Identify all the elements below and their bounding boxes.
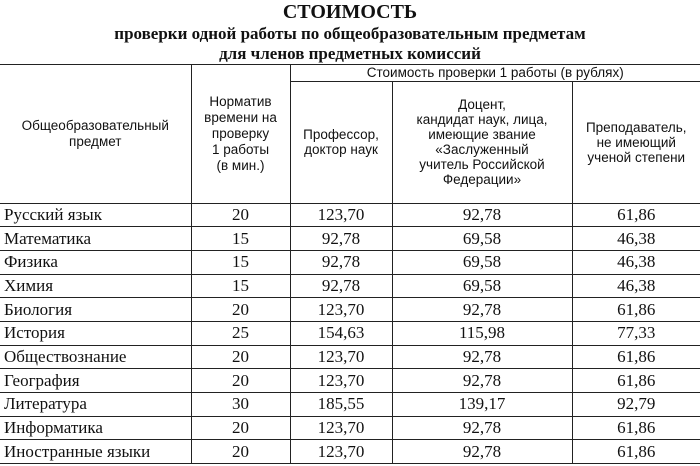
cell-professor-cost: 123,70 <box>290 203 392 227</box>
table-row <box>0 345 700 369</box>
table-row <box>0 298 700 322</box>
cell-professor-cost: 123,70 <box>290 440 392 464</box>
cell-teacher-cost: 61,86 <box>572 345 700 369</box>
cell-professor-cost: 123,70 <box>290 345 392 369</box>
cell-subject: Биология <box>0 298 191 322</box>
cell-docent-cost: 69,58 <box>392 251 572 275</box>
cost-table <box>0 64 700 464</box>
cell-docent-cost: 92,78 <box>392 203 572 227</box>
table-row <box>0 369 700 393</box>
cell-minutes: 15 <box>191 227 290 251</box>
cell-teacher-cost: 61,86 <box>572 416 700 440</box>
header-line: имеющие звание <box>428 127 536 143</box>
header-line: 1 работы <box>211 141 270 157</box>
header-teacher <box>572 82 700 204</box>
table-row <box>0 440 700 464</box>
cell-minutes: 20 <box>191 416 290 440</box>
cell-minutes: 20 <box>191 440 290 464</box>
cell-teacher-cost: 46,38 <box>572 274 700 298</box>
cell-minutes: 15 <box>191 251 290 275</box>
header-cost-group: Стоимость проверки 1 работы (в рублях) <box>290 65 700 82</box>
header-line: проверку <box>211 125 270 141</box>
table-row <box>0 322 700 346</box>
cell-subject: Литература <box>0 392 191 416</box>
header-docent-lines <box>393 97 572 187</box>
cell-minutes: 15 <box>191 274 290 298</box>
cell-docent-cost: 92,78 <box>392 369 572 393</box>
cell-docent-cost: 92,78 <box>392 298 572 322</box>
cell-professor-cost: 92,78 <box>290 274 392 298</box>
cell-teacher-cost: 46,38 <box>572 227 700 251</box>
cell-minutes: 20 <box>191 369 290 393</box>
cell-professor-cost: 92,78 <box>290 251 392 275</box>
table-row <box>0 392 700 416</box>
header-line: «Заслуженный <box>435 142 529 158</box>
cell-subject: Иностранные языки <box>0 440 191 464</box>
document-title: СТОИМОСТЬ <box>282 1 418 23</box>
document-subtitle-line2: для членов предметных комиссий <box>219 44 481 63</box>
header-line: не имеющий <box>596 134 676 150</box>
table-row <box>0 227 700 251</box>
cell-professor-cost: 154,63 <box>290 322 392 346</box>
cell-professor-cost: 123,70 <box>290 416 392 440</box>
table-row <box>0 203 700 227</box>
cell-minutes: 30 <box>191 392 290 416</box>
cell-docent-cost: 69,58 <box>392 274 572 298</box>
header-line: доктор наук <box>304 142 378 158</box>
header-line: Преподаватель, <box>585 119 687 135</box>
header-teacher-lines <box>573 120 700 165</box>
cell-teacher-cost: 61,86 <box>572 369 700 393</box>
cell-docent-cost: 92,78 <box>392 416 572 440</box>
header-professor <box>290 82 392 204</box>
cell-professor-cost: 185,55 <box>290 392 392 416</box>
header-line: Федерации» <box>442 172 522 188</box>
cell-teacher-cost: 92,79 <box>572 392 700 416</box>
cell-subject: Математика <box>0 227 191 251</box>
cell-professor-cost: 123,70 <box>290 298 392 322</box>
cell-subject: Физика <box>0 251 191 275</box>
header-line: учитель Российской <box>419 157 545 173</box>
cell-professor-cost: 123,70 <box>290 369 392 393</box>
header-line: Профессор, <box>303 127 379 143</box>
cell-docent-cost: 139,17 <box>392 392 572 416</box>
table-row <box>0 416 700 440</box>
cell-minutes: 20 <box>191 203 290 227</box>
cell-subject: Информатика <box>0 416 191 440</box>
cell-teacher-cost: 77,33 <box>572 322 700 346</box>
cell-subject: Русский язык <box>0 203 191 227</box>
cell-docent-cost: 69,58 <box>392 227 572 251</box>
header-line: кандидат наук, лица, <box>416 112 548 128</box>
cell-docent-cost: 92,78 <box>392 440 572 464</box>
header-norm-time <box>191 65 290 204</box>
cell-subject: История <box>0 322 191 346</box>
table-row <box>0 251 700 275</box>
header-line: Норматив <box>209 93 272 109</box>
cell-docent-cost: 92,78 <box>392 345 572 369</box>
header-line: ученой степени <box>587 149 686 165</box>
header-line: времени на <box>204 109 277 125</box>
cell-subject: География <box>0 369 191 393</box>
cell-professor-cost: 92,78 <box>290 227 392 251</box>
cell-teacher-cost: 46,38 <box>572 251 700 275</box>
cell-docent-cost: 115,98 <box>392 322 572 346</box>
cell-subject: Химия <box>0 274 191 298</box>
cell-teacher-cost: 61,86 <box>572 203 700 227</box>
header-line: Доцент, <box>458 97 506 113</box>
cell-minutes: 20 <box>191 345 290 369</box>
document-subtitle: проверки одной работы по общеобразовательным предметам <box>114 24 586 43</box>
header-subject: Общеобразовательный предмет <box>0 65 191 204</box>
cell-teacher-cost: 61,86 <box>572 298 700 322</box>
header-professor-lines <box>291 127 392 157</box>
header-norm-lines <box>192 94 290 174</box>
header-line: (в мин.) <box>216 157 265 173</box>
cell-subject: Обществознание <box>0 345 191 369</box>
table-row <box>0 274 700 298</box>
cell-teacher-cost: 61,86 <box>572 440 700 464</box>
header-docent <box>392 82 572 204</box>
cell-minutes: 20 <box>191 298 290 322</box>
cell-minutes: 25 <box>191 322 290 346</box>
